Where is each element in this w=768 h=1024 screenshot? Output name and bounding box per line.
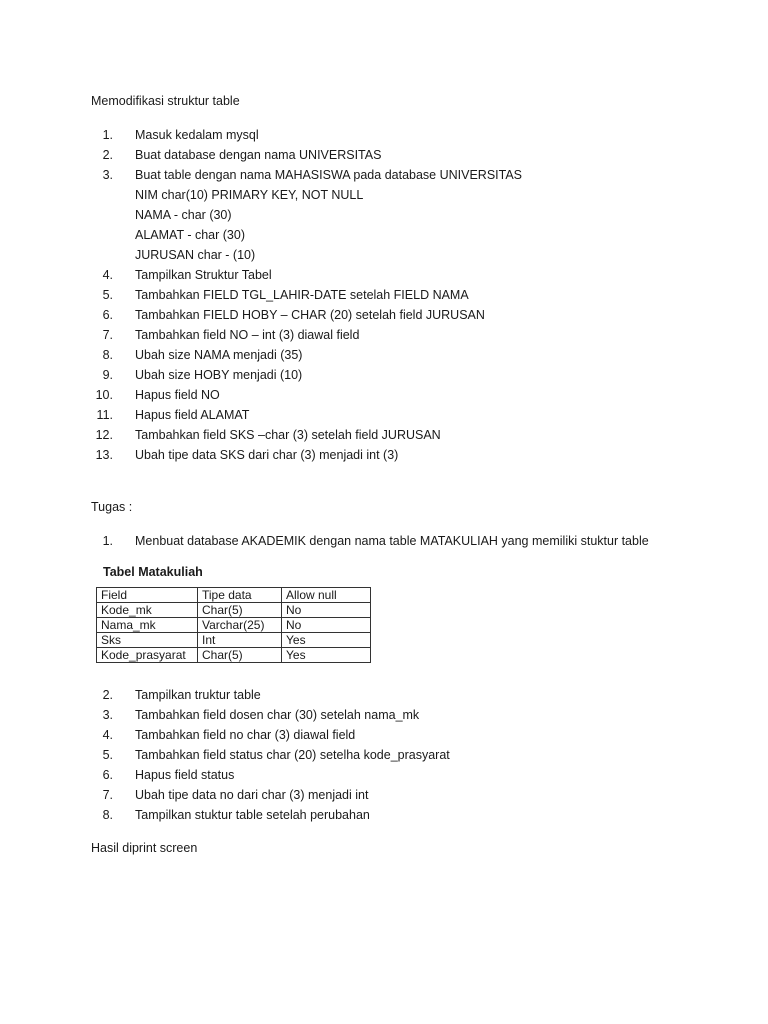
document-page: Memodifikasi struktur table 1. Masuk kedalam mysql 2. Buat database dengan nama UNIVERSITAS 3. Buat table dengan nama MAHASISWA pada database UNIVERSITAS NIM char(10) PRIMARY KEY, NOT NULL NAMA - char (30) ALAMAT - char (30) JURUSAN char - (10) 4. Tampilkan Struktur Tabel 5. Tambahkan FIELD TGL_LAHIR-DATE setelah FIELD NAMA 6. Tambahkan FIELD HOBY – CHAR (20) setelah field JURUSAN 7. Tambahkan field NO – int (3) diawal field 8. Ubah size NAMA menjadi (35) 9. Ubah size HOBY menjadi (10) 10. Hapus field NO 11. Hapus field ALAMAT 12. Tambahkan field SKS –char (3) setelah field JURUSAN 13. Ubah tipe data SKS dari char (3) menjadi int (3) Tugas : 1. Menbuat database AKADEMIK dengan nama table MATAKULIAH yang memiliki stuktur table Tabel Matakuliah Field Tipe data Allow null Kode_mk Char(5) No Nama_mk Varchar(25) No Sks Int Yes Kode_prasyarat Char(5) Yes 2. Tampilkan truktur table 3. Tambahkan field dosen char (30) setelah nama_mk 4. Tambahkan field no char (3) diawal field 5. Tambahkan field status char (20) setelha kode_prasyarat 6. Hapus field status 7. Ubah tipe data no dari char (3) menjadi int 8. Tampilkan stuktur table setelah perubahan Hasil diprint screen: [91, 94, 649, 855]
table-cell: Yes: [282, 648, 371, 663]
table-row: [97, 648, 371, 663]
table-header-cell: Field: [97, 588, 198, 603]
table-cell: Kode_prasyarat: [97, 648, 198, 663]
field-line: NIM char(10) PRIMARY KEY, NOT NULL: [135, 188, 364, 202]
field-line: NAMA - char (30): [135, 208, 232, 222]
table-cell: Nama_mk: [97, 618, 198, 633]
table-header-cell: Allow null: [282, 588, 371, 603]
footer-note: Hasil diprint screen: [91, 841, 198, 855]
table-cell: Kode_mk: [97, 603, 198, 618]
field-line: JURUSAN char - (10): [135, 248, 256, 262]
table-cell: Char(5): [198, 648, 282, 663]
table-row: [97, 618, 371, 633]
table-cell: Varchar(25): [198, 618, 282, 633]
table-cell: Int: [198, 633, 282, 648]
table-cell: Yes: [282, 633, 371, 648]
tugas-heading: Tugas :: [91, 500, 133, 514]
table-cell: No: [282, 603, 371, 618]
page-title: Memodifikasi struktur table: [91, 94, 240, 108]
table-cell: Sks: [97, 633, 198, 648]
table-row: [97, 633, 371, 648]
table-header-cell: Tipe data: [198, 588, 282, 603]
table-header-row: [97, 588, 371, 603]
table-row: [97, 603, 371, 618]
table-cell: No: [282, 618, 371, 633]
table-title: Tabel Matakuliah: [103, 565, 203, 579]
matakuliah-table: [96, 587, 371, 663]
table-cell: Char(5): [198, 603, 282, 618]
field-line: ALAMAT - char (30): [135, 228, 245, 242]
